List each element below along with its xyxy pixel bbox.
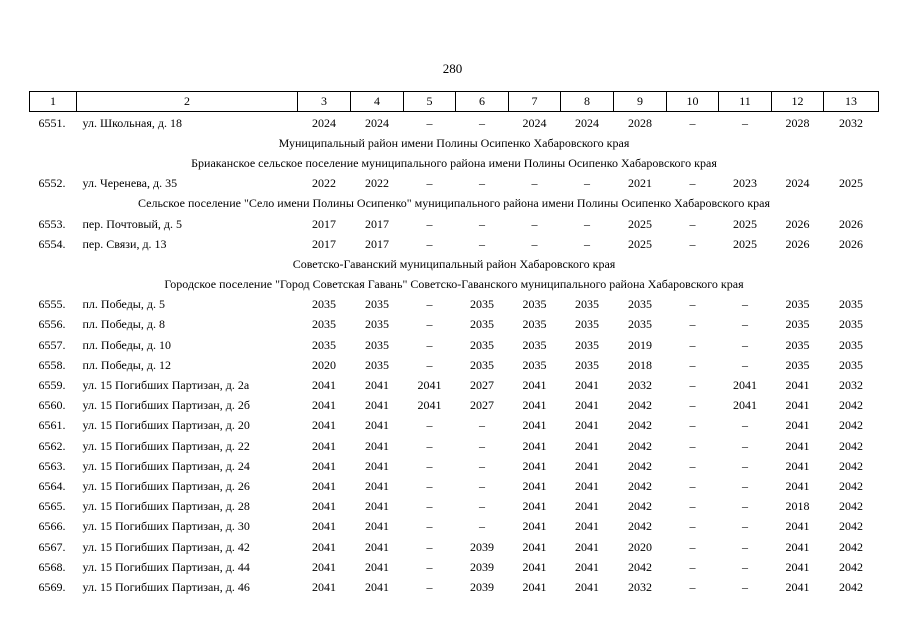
year-cell-col-7: 2041 <box>522 499 547 514</box>
year-cell-col-4: 2017 <box>365 236 389 251</box>
year-cell-col-12: 2041 <box>785 519 810 534</box>
year-cell-col-7: 2041 <box>522 398 547 413</box>
year-cell-col-8: 2035 <box>575 297 599 312</box>
year-cell-col-5: – <box>426 438 433 453</box>
year-cell-col-4: 2035 <box>365 337 389 352</box>
header-cell-11: 11 <box>719 92 772 112</box>
year-cell-col-9: 2025 <box>628 216 652 231</box>
header-row <box>30 92 879 112</box>
address-cell: ул. 15 Погибших Партизан, д. 2а <box>82 378 250 393</box>
year-cell-col-11: – <box>742 519 748 534</box>
year-cell-col-6: 2035 <box>470 357 494 372</box>
year-cell-col-11: – <box>742 559 748 574</box>
year-cell-col-7: 2041 <box>522 519 547 534</box>
year-cell-col-4: 2041 <box>365 499 389 514</box>
header-cell-10: 10 <box>667 92 719 112</box>
address-cell: ул. Черенева, д. 35 <box>82 176 178 191</box>
year-cell-col-12: 2028 <box>785 115 810 130</box>
year-cell-col-13: 2042 <box>839 458 863 473</box>
year-cell-col-8: 2024 <box>575 115 599 130</box>
year-cell-col-3: 2035 <box>312 297 336 312</box>
year-cell-col-12: 2035 <box>785 297 810 312</box>
year-cell-col-6: 2027 <box>470 378 494 393</box>
year-cell-col-4: 2024 <box>365 115 389 130</box>
table-row <box>30 335 879 355</box>
row-number: 6558. <box>38 357 66 372</box>
year-cell-col-12: 2026 <box>785 216 810 231</box>
year-cell-col-10: – <box>689 216 696 231</box>
year-cell-col-13: 2026 <box>839 236 863 251</box>
address-cell: пл. Победы, д. 5 <box>82 297 165 312</box>
year-cell-col-8: 2041 <box>575 519 599 534</box>
table-row <box>30 476 879 496</box>
header-cell-5: 5 <box>404 92 456 112</box>
year-cell-col-8: 2041 <box>575 579 599 594</box>
table-row <box>30 577 879 597</box>
row-number: 6567. <box>38 539 66 554</box>
year-cell-col-11: – <box>742 115 748 130</box>
table-row <box>30 355 879 375</box>
year-cell-col-4: 2017 <box>365 216 389 231</box>
year-cell-col-8: 2041 <box>575 539 599 554</box>
header-cell-13: 13 <box>824 92 879 112</box>
year-cell-col-9: 2032 <box>628 579 652 594</box>
year-cell-col-3: 2041 <box>312 418 336 433</box>
year-cell-col-3: 2041 <box>312 539 336 554</box>
header-cell-9: 9 <box>614 92 667 112</box>
section-heading: Муниципальный район имени Полины Осипенко Хабаровского края <box>278 135 630 150</box>
year-cell-col-10: – <box>689 579 696 594</box>
table-row <box>30 537 879 557</box>
table-row <box>30 416 879 436</box>
year-cell-col-13: 2042 <box>839 438 863 453</box>
year-cell-col-4: 2041 <box>365 519 389 534</box>
row-number: 6559. <box>38 378 66 393</box>
year-cell-col-11: – <box>742 357 748 372</box>
year-cell-col-12: 2041 <box>785 458 810 473</box>
header-cell-8: 8 <box>561 92 614 112</box>
year-cell-col-6: – <box>479 236 485 251</box>
year-cell-col-8: 2035 <box>575 357 599 372</box>
year-cell-col-8: – <box>584 236 590 251</box>
year-cell-col-9: 2021 <box>628 176 652 191</box>
table-row <box>30 375 879 395</box>
year-cell-col-13: 2026 <box>839 216 863 231</box>
row-number: 6566. <box>38 519 66 534</box>
year-cell-col-7: 2035 <box>522 337 547 352</box>
year-cell-col-6: – <box>479 216 485 231</box>
row-number: 6551. <box>38 115 66 130</box>
address-cell: ул. 15 Погибших Партизан, д. 46 <box>82 579 250 594</box>
year-cell-col-12: 2035 <box>785 337 810 352</box>
year-cell-col-3: 2041 <box>312 458 336 473</box>
header-cell-2: 2 <box>77 92 298 112</box>
year-cell-col-5: – <box>426 216 433 231</box>
year-cell-col-5: – <box>426 317 433 332</box>
year-cell-col-10: – <box>689 297 696 312</box>
year-cell-col-10: – <box>689 317 696 332</box>
year-cell-col-13: 2032 <box>839 378 863 393</box>
year-cell-col-11: – <box>742 297 748 312</box>
year-cell-col-6: 2039 <box>470 539 494 554</box>
year-cell-col-4: 2041 <box>365 458 389 473</box>
section-heading-row <box>30 153 879 173</box>
year-cell-col-12: 2041 <box>785 438 810 453</box>
year-cell-col-9: 2025 <box>628 236 652 251</box>
year-cell-col-9: 2042 <box>628 499 652 514</box>
header-cell-7: 7 <box>509 92 561 112</box>
address-cell: ул. Школьная, д. 18 <box>82 115 182 130</box>
year-cell-col-11: 2023 <box>733 176 757 191</box>
year-cell-col-12: 2041 <box>785 398 810 413</box>
year-cell-col-12: 2041 <box>785 378 810 393</box>
year-cell-col-13: 2035 <box>839 337 863 352</box>
year-cell-col-10: – <box>689 559 696 574</box>
year-cell-col-3: 2022 <box>312 176 336 191</box>
year-cell-col-4: 2035 <box>365 317 389 332</box>
table-row <box>30 517 879 537</box>
year-cell-col-10: – <box>689 539 696 554</box>
year-cell-col-4: 2041 <box>365 398 389 413</box>
year-cell-col-9: 2032 <box>628 378 652 393</box>
table-row <box>30 557 879 577</box>
year-cell-col-3: 2041 <box>312 378 336 393</box>
year-cell-col-12: 2024 <box>785 176 810 191</box>
year-cell-col-5: – <box>426 478 433 493</box>
year-cell-col-3: 2041 <box>312 559 336 574</box>
section-heading: Советско-Гаванский муниципальный район Хабаровского края <box>292 256 616 271</box>
year-cell-col-5: – <box>426 539 433 554</box>
address-cell: ул. 15 Погибших Партизан, д. 30 <box>82 519 250 534</box>
year-cell-col-9: 2035 <box>628 297 652 312</box>
year-cell-col-12: 2035 <box>785 317 810 332</box>
year-cell-col-9: 2042 <box>628 398 652 413</box>
table-row <box>30 396 879 416</box>
year-cell-col-6: – <box>479 478 485 493</box>
address-cell: ул. 15 Погибших Партизан, д. 24 <box>82 458 250 473</box>
year-cell-col-13: 2042 <box>839 579 863 594</box>
table-row <box>30 174 879 194</box>
year-cell-col-11: – <box>742 478 748 493</box>
year-cell-col-10: – <box>689 398 696 413</box>
year-cell-col-12: 2026 <box>785 236 810 251</box>
year-cell-col-12: 2018 <box>785 499 810 514</box>
year-cell-col-9: 2042 <box>628 478 652 493</box>
year-cell-col-13: 2042 <box>839 418 863 433</box>
year-cell-col-4: 2041 <box>365 559 389 574</box>
year-cell-col-11: 2025 <box>733 216 757 231</box>
year-cell-col-10: – <box>689 499 696 514</box>
year-cell-col-13: 2042 <box>839 478 863 493</box>
year-cell-col-5: – <box>426 499 433 514</box>
year-cell-col-6: 2035 <box>470 297 494 312</box>
year-cell-col-11: – <box>742 579 748 594</box>
table-row <box>30 456 879 476</box>
year-cell-col-12: 2041 <box>785 579 810 594</box>
year-cell-col-7: 2041 <box>522 438 547 453</box>
year-cell-col-5: – <box>426 418 433 433</box>
year-cell-col-10: – <box>689 115 696 130</box>
year-cell-col-11: – <box>742 317 748 332</box>
year-cell-col-4: 2022 <box>365 176 389 191</box>
year-cell-col-9: 2035 <box>628 317 652 332</box>
row-number: 6564. <box>38 478 66 493</box>
year-cell-col-10: – <box>689 236 696 251</box>
address-cell: пл. Победы, д. 10 <box>82 337 171 352</box>
year-cell-col-5: – <box>426 579 433 594</box>
year-cell-col-4: 2041 <box>365 378 389 393</box>
year-cell-col-8: 2041 <box>575 458 599 473</box>
year-cell-col-7: 2035 <box>522 297 547 312</box>
year-cell-col-8: 2041 <box>575 378 599 393</box>
year-cell-col-11: 2041 <box>733 378 757 393</box>
row-number: 6556. <box>38 317 66 332</box>
section-heading: Бриаканское сельское поселение муниципального района имени Полины Осипенко Хабаровского края <box>191 155 717 170</box>
year-cell-col-10: – <box>689 418 696 433</box>
table-row <box>30 436 879 456</box>
year-cell-col-3: 2041 <box>312 438 336 453</box>
header-cell-1: 1 <box>30 92 77 112</box>
table-row <box>30 295 879 315</box>
year-cell-col-8: – <box>584 216 590 231</box>
year-cell-col-8: 2041 <box>575 499 599 514</box>
year-cell-col-13: 2042 <box>839 499 863 514</box>
year-cell-col-8: 2041 <box>575 438 599 453</box>
year-cell-col-7: 2024 <box>522 115 547 130</box>
year-cell-col-7: 2035 <box>522 357 547 372</box>
address-cell: ул. 15 Погибших Партизан, д. 20 <box>82 418 250 433</box>
year-cell-col-12: 2041 <box>785 539 810 554</box>
address-cell: пл. Победы, д. 12 <box>82 357 171 372</box>
year-cell-col-6: 2035 <box>470 317 494 332</box>
row-number: 6563. <box>38 458 66 473</box>
year-cell-col-13: 2042 <box>839 519 863 534</box>
year-cell-col-7: 2041 <box>522 478 547 493</box>
year-cell-col-8: 2035 <box>575 337 599 352</box>
table-row <box>30 112 879 134</box>
row-number: 6552. <box>38 176 66 191</box>
year-cell-col-10: – <box>689 438 696 453</box>
year-cell-col-7: 2041 <box>522 378 547 393</box>
year-cell-col-7: 2041 <box>522 579 547 594</box>
year-cell-col-12: 2035 <box>785 357 810 372</box>
year-cell-col-5: – <box>426 115 433 130</box>
year-cell-col-12: 2041 <box>785 418 810 433</box>
year-cell-col-10: – <box>689 378 696 393</box>
year-cell-col-8: 2041 <box>575 398 599 413</box>
year-cell-col-5: – <box>426 458 433 473</box>
year-cell-col-10: – <box>689 519 696 534</box>
year-cell-col-12: 2041 <box>785 478 810 493</box>
year-cell-col-11: 2041 <box>733 398 757 413</box>
row-number: 6562. <box>38 438 66 453</box>
header-cell-4: 4 <box>351 92 404 112</box>
year-cell-col-7: – <box>531 176 538 191</box>
year-cell-col-10: – <box>689 478 696 493</box>
header-cell-3: 3 <box>298 92 351 112</box>
year-cell-col-4: 2041 <box>365 438 389 453</box>
section-heading-row <box>30 194 879 214</box>
year-cell-col-3: 2035 <box>312 337 336 352</box>
year-cell-col-6: 2027 <box>470 398 494 413</box>
year-cell-col-8: 2041 <box>575 478 599 493</box>
row-number: 6569. <box>38 579 66 594</box>
year-cell-col-7: 2041 <box>522 418 547 433</box>
year-cell-col-5: – <box>426 236 433 251</box>
year-cell-col-6: – <box>479 438 485 453</box>
address-cell: ул. 15 Погибших Партизан, д. 28 <box>82 499 250 514</box>
year-cell-col-11: – <box>742 418 748 433</box>
year-cell-col-6: – <box>479 458 485 473</box>
registry-table <box>29 91 879 598</box>
year-cell-col-6: 2039 <box>470 559 494 574</box>
year-cell-col-7: 2041 <box>522 458 547 473</box>
year-cell-col-3: 2041 <box>312 519 336 534</box>
table-row <box>30 315 879 335</box>
year-cell-col-5: 2041 <box>417 398 442 413</box>
year-cell-col-8: 2041 <box>575 418 599 433</box>
year-cell-col-7: 2035 <box>522 317 547 332</box>
year-cell-col-11: – <box>742 337 748 352</box>
address-cell: ул. 15 Погибших Партизан, д. 22 <box>82 438 250 453</box>
year-cell-col-10: – <box>689 176 696 191</box>
year-cell-col-5: – <box>426 337 433 352</box>
year-cell-col-6: – <box>479 115 485 130</box>
year-cell-col-4: 2041 <box>365 539 389 554</box>
year-cell-col-13: 2035 <box>839 297 863 312</box>
year-cell-col-4: 2041 <box>365 478 389 493</box>
year-cell-col-13: 2035 <box>839 357 863 372</box>
year-cell-col-11: – <box>742 539 748 554</box>
year-cell-col-5: – <box>426 357 433 372</box>
address-cell: пер. Почтовый, д. 5 <box>82 216 182 231</box>
year-cell-col-5: – <box>426 176 433 191</box>
table-row <box>30 214 879 234</box>
year-cell-col-10: – <box>689 357 696 372</box>
year-cell-col-6: – <box>479 499 485 514</box>
year-cell-col-3: 2024 <box>312 115 336 130</box>
address-cell: ул. 15 Погибших Партизан, д. 26 <box>82 478 250 493</box>
year-cell-col-7: – <box>531 236 538 251</box>
year-cell-col-6: – <box>479 176 485 191</box>
year-cell-col-13: 2032 <box>839 115 863 130</box>
row-number: 6555. <box>38 297 66 312</box>
year-cell-col-4: 2035 <box>365 357 389 372</box>
year-cell-col-3: 2041 <box>312 398 336 413</box>
year-cell-col-8: 2035 <box>575 317 599 332</box>
year-cell-col-6: – <box>479 418 485 433</box>
year-cell-col-7: – <box>531 216 538 231</box>
year-cell-col-13: 2025 <box>839 176 863 191</box>
year-cell-col-4: 2035 <box>365 297 389 312</box>
year-cell-col-12: 2041 <box>785 559 810 574</box>
year-cell-col-13: 2042 <box>839 398 863 413</box>
address-cell: ул. 15 Погибших Партизан, д. 42 <box>82 539 250 554</box>
year-cell-col-11: 2025 <box>733 236 757 251</box>
year-cell-col-8: – <box>584 176 590 191</box>
section-heading: Сельское поселение "Село имени Полины Осипенко" муниципального района имени Полины Осипенко Хабаровского края <box>137 196 770 211</box>
header-cell-12: 12 <box>772 92 824 112</box>
year-cell-col-4: 2041 <box>365 579 389 594</box>
year-cell-col-13: 2042 <box>839 559 863 574</box>
year-cell-col-3: 2041 <box>312 499 336 514</box>
year-cell-col-5: – <box>426 559 433 574</box>
year-cell-col-5: – <box>426 297 433 312</box>
year-cell-col-10: – <box>689 458 696 473</box>
year-cell-col-3: 2017 <box>312 236 336 251</box>
year-cell-col-9: 2042 <box>628 559 652 574</box>
row-number: 6553. <box>38 216 66 231</box>
year-cell-col-11: – <box>742 458 748 473</box>
year-cell-col-9: 2042 <box>628 418 652 433</box>
page-number: 280 <box>442 61 463 76</box>
year-cell-col-3: 2020 <box>312 357 336 372</box>
year-cell-col-8: 2041 <box>575 559 599 574</box>
year-cell-col-3: 2035 <box>312 317 336 332</box>
year-cell-col-11: – <box>742 438 748 453</box>
year-cell-col-9: 2042 <box>628 519 652 534</box>
year-cell-col-9: 2042 <box>628 438 652 453</box>
table-body <box>30 112 879 598</box>
row-number: 6554. <box>38 236 66 251</box>
year-cell-col-13: 2042 <box>839 539 863 554</box>
year-cell-col-9: 2019 <box>628 337 652 352</box>
row-number: 6568. <box>38 559 66 574</box>
table-row <box>30 497 879 517</box>
year-cell-col-5: – <box>426 519 433 534</box>
year-cell-col-7: 2041 <box>522 559 547 574</box>
year-cell-col-3: 2017 <box>312 216 336 231</box>
row-number: 6560. <box>38 398 66 413</box>
row-number: 6565. <box>38 499 66 514</box>
year-cell-col-5: 2041 <box>417 378 442 393</box>
address-cell: пл. Победы, д. 8 <box>82 317 165 332</box>
year-cell-col-3: 2041 <box>312 579 336 594</box>
year-cell-col-9: 2020 <box>628 539 652 554</box>
year-cell-col-6: 2039 <box>470 579 494 594</box>
year-cell-col-9: 2042 <box>628 458 652 473</box>
section-heading-row <box>30 275 879 295</box>
row-number: 6557. <box>38 337 66 352</box>
year-cell-col-13: 2035 <box>839 317 863 332</box>
section-heading: Городское поселение "Город Советская Гавань" Советско-Гаванского муниципального района Хабаровского края <box>164 277 744 292</box>
address-cell: пер. Связи, д. 13 <box>82 236 167 251</box>
address-cell: ул. 15 Погибших Партизан, д. 2б <box>82 398 250 413</box>
row-number: 6561. <box>38 418 66 433</box>
year-cell-col-11: – <box>742 499 748 514</box>
year-cell-col-9: 2028 <box>628 115 652 130</box>
table-row <box>30 234 879 254</box>
year-cell-col-9: 2018 <box>628 357 652 372</box>
table-header <box>30 92 879 112</box>
year-cell-col-6: 2035 <box>470 337 494 352</box>
section-heading-row <box>30 254 879 274</box>
section-heading-row <box>30 133 879 153</box>
year-cell-col-3: 2041 <box>312 478 336 493</box>
year-cell-col-4: 2041 <box>365 418 389 433</box>
year-cell-col-7: 2041 <box>522 539 547 554</box>
year-cell-col-6: – <box>479 519 485 534</box>
header-cell-6: 6 <box>456 92 509 112</box>
year-cell-col-10: – <box>689 337 696 352</box>
address-cell: ул. 15 Погибших Партизан, д. 44 <box>82 559 250 574</box>
